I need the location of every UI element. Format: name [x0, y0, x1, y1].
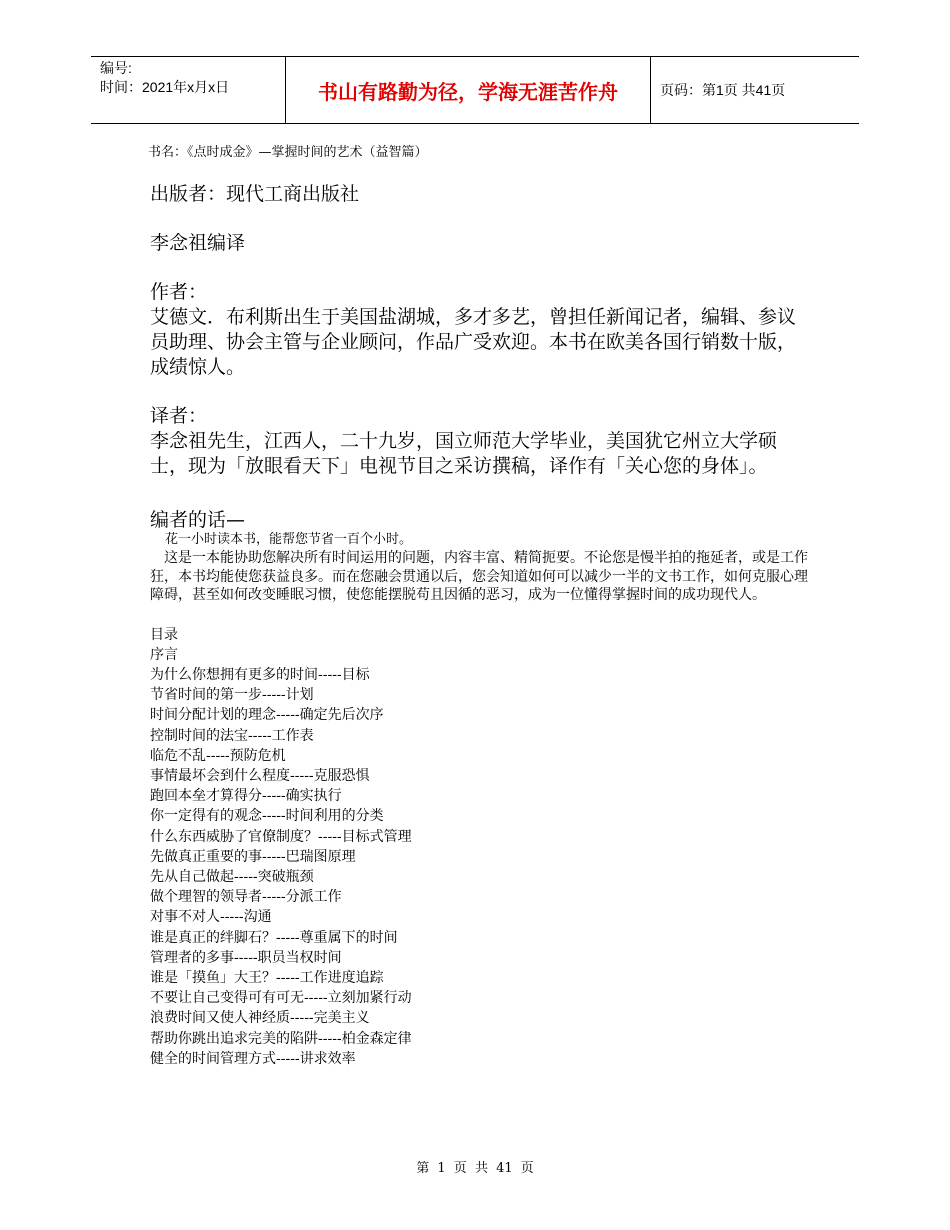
document-number-label: 编号: — [100, 60, 132, 76]
footer-total-unit: 页 — [520, 1161, 534, 1176]
editor-line: 李念祖编译 — [150, 232, 246, 254]
page-header — [91, 56, 859, 124]
toc-item: 你一定得有的观念-----时间利用的分类 — [150, 808, 384, 825]
document-body — [150, 138, 810, 1069]
toc-item: 谁是真正的绊脚石？-----尊重属下的时间 — [150, 929, 398, 946]
toc-item: 先从自己做起-----突破瓶颈 — [150, 868, 314, 885]
toc-item: 为什么你想拥有更多的时间-----目标 — [150, 666, 370, 683]
editor-note-paragraph: 这是一本能协助您解决所有时间运用的问题，内容丰富、精简扼要。不论您是慢半拍的拖延者，或是工作狂，本书均能使您获益良多。而在您融会贯通以后，您会知道如何可以减少一半的文书工作，如何克服心理障碍，甚至如何改变睡眠习惯，使您能摆脱苟且因循的恶习，成为一位懂得掌握时间的成功现代人。 — [150, 550, 808, 603]
toc-item: 帮助你跳出追求完美的陷阱-----柏金森定律 — [150, 1030, 412, 1047]
toc-item: 谁是「摸鱼」大王？-----工作进度追踪 — [150, 969, 384, 986]
footer-page-unit: 页 — [453, 1161, 467, 1176]
book-title-line: 书名：《点时成金》—掌握时间的艺术（益智篇） — [148, 145, 428, 160]
footer-page-number: 1 — [437, 1161, 446, 1176]
translator-label: 译者： — [150, 405, 208, 427]
editor-note-title: 编者的话— — [150, 509, 246, 531]
toc-item: 时间分配计划的理念-----确定先后次序 — [150, 707, 384, 724]
translator-bio: 李念祖先生，江西人，二十九岁，国立师范大学毕业，美国犹它州立大学硕士，现为「放眼看天下」电视节目之采访撰稿，译作有「关心您的身体」。 — [150, 430, 778, 477]
toc-item: 序言 — [150, 646, 178, 663]
toc-item: 什么东西威胁了官僚制度？-----目标式管理 — [150, 828, 412, 845]
toc-item: 事情最坏会到什么程度-----克服恐惧 — [150, 767, 370, 784]
publisher-line: 出版者：现代工商出版社 — [150, 183, 360, 205]
document-date: 时间：2021年x月x日 — [100, 79, 230, 95]
toc-item: 临危不乱-----预防危机 — [150, 747, 286, 764]
header-motto: 书山有路勤为径，学海无涯苦作舟 — [285, 57, 651, 123]
header-page-info: 页码：第1页 共41页 — [660, 82, 786, 98]
toc-item: 先做真正重要的事-----巴瑞图原理 — [150, 848, 356, 865]
toc-item: 节省时间的第一步-----计划 — [150, 687, 314, 704]
toc-item: 不要让自己变得可有可无-----立刻加紧行动 — [150, 990, 412, 1007]
toc-title: 目录 — [150, 626, 178, 643]
table-of-contents — [150, 625, 810, 1069]
footer-total-prefix: 共 — [474, 1161, 488, 1176]
page-footer — [0, 1157, 950, 1176]
toc-item: 浪费时间又使人神经质-----完美主义 — [150, 1010, 370, 1027]
footer-total-pages: 41 — [496, 1161, 513, 1176]
toc-item: 跑回本垒才算得分-----确实执行 — [150, 788, 342, 805]
author-bio: 艾德文．布利斯出生于美国盐湖城，多才多艺，曾担任新闻记者，编辑、参议员助理、协会主管与企业顾问，作品广受欢迎。本书在欧美各国行销数十版，成绩惊人。 — [150, 306, 797, 378]
author-label: 作者： — [150, 281, 208, 303]
header-meta — [91, 57, 285, 123]
toc-item: 健全的时间管理方式-----讲求效率 — [150, 1050, 356, 1067]
footer-page-prefix: 第 — [416, 1161, 430, 1176]
toc-item: 管理者的多事-----职员当权时间 — [150, 949, 342, 966]
editor-note-subtitle: 花一小时读本书，能帮您节省一百个小时。 — [165, 532, 413, 547]
toc-item: 控制时间的法宝-----工作表 — [150, 727, 314, 744]
toc-item: 对事不对人-----沟通 — [150, 909, 272, 926]
toc-item: 做个理智的领导者-----分派工作 — [150, 889, 342, 906]
